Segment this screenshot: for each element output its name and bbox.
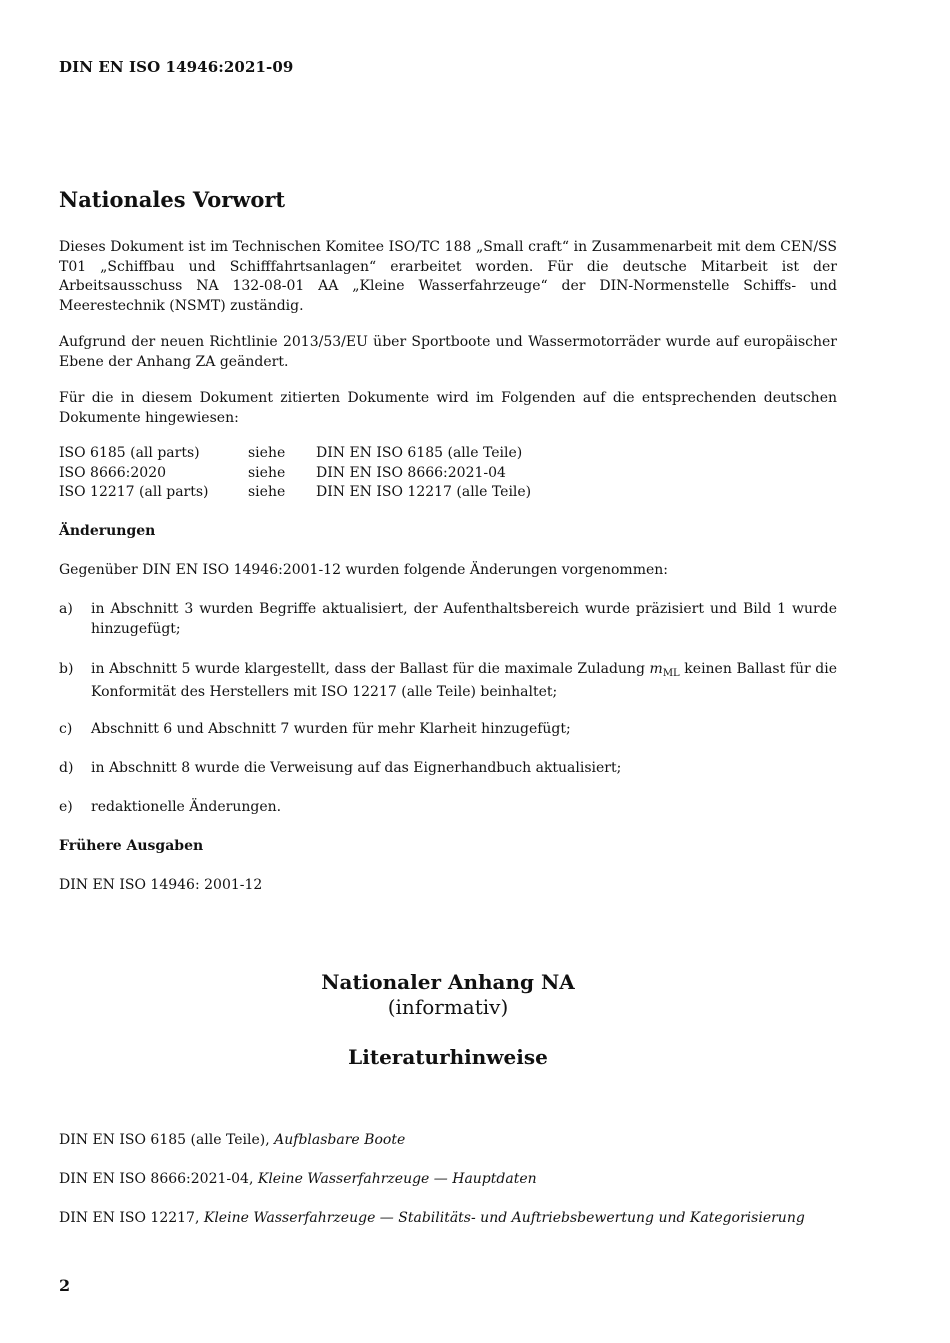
list-label: d) (59, 760, 74, 776)
subheading-aenderungen: Änderungen (59, 523, 156, 539)
list-text (91, 658, 837, 704)
bibliography-ref: DIN EN ISO 12217, (59, 1210, 200, 1226)
din-reference: DIN EN ISO 6185 (alle Teile) (316, 445, 523, 461)
bibliography-title-text: Kleine Wasserfahrzeuge — Hauptdaten (257, 1171, 537, 1187)
document-header: DIN EN ISO 14946:2021-09 (59, 58, 294, 76)
vorwort-paragraph-2: Aufgrund der neuen Richtlinie 2013/53/EU über Sportboote und Wassermotorräder wurde auf europäischer Ebene der Anhang ZA geändert. (59, 334, 837, 370)
iso-reference: ISO 8666:2020 (59, 464, 167, 481)
mass-symbol: m (649, 661, 663, 677)
iso-reference: ISO 12217 (all parts) (59, 484, 209, 501)
din-reference: DIN EN ISO 8666:2021-04 (316, 464, 506, 481)
reference-row (59, 464, 531, 484)
list-text: redaktionelle Änderungen. (91, 799, 282, 815)
list-text: in Abschnitt 8 wurde die Verweisung auf das Eignerhandbuch aktualisiert; (91, 760, 622, 776)
bibliography-entry (59, 1209, 837, 1229)
annex-heading (59, 970, 837, 1020)
mass-symbol-subscript: ML (662, 668, 680, 679)
list-item (59, 759, 837, 779)
list-item (59, 658, 837, 704)
section-title-vorwort: Nationales Vorwort (59, 187, 286, 212)
reference-table (59, 444, 531, 503)
bibliography-entry (59, 1131, 837, 1151)
list-label: b) (59, 661, 74, 677)
subheading-fruehere-ausgaben: Frühere Ausgaben (59, 838, 204, 854)
list-label: c) (59, 721, 73, 737)
bibliography-ref: DIN EN ISO 8666:2021-04, (59, 1171, 254, 1187)
list-text-before: in Abschnitt 5 wurde klargestellt, dass der Ballast für die maximale Zuladung (91, 661, 645, 677)
bibliography-title: Literaturhinweise (348, 1045, 548, 1069)
bibliography-title-text: Aufblasbare Boote (274, 1132, 406, 1148)
list-text-after: keinen Ballast für die Konformität des Herstellers mit ISO 12217 (alle Teile) beinhaltet; (91, 661, 837, 700)
list-item (59, 798, 837, 818)
iso-reference: ISO 6185 (all parts) (59, 445, 200, 461)
list-item (59, 720, 837, 740)
list-item (59, 600, 837, 639)
reference-row (59, 483, 531, 503)
previous-edition: DIN EN ISO 14946: 2001-12 (59, 877, 263, 893)
see-label: siehe (248, 484, 286, 501)
list-label: a) (59, 601, 73, 617)
vorwort-paragraph-3: Für die in diesem Dokument zitierten Dokumente wird im Folgenden auf die entsprechenden deutschen Dokumente hingewiesen: (59, 390, 837, 426)
annex-title: Nationaler Anhang NA (321, 970, 575, 994)
bibliography-entry (59, 1170, 837, 1190)
list-text: Abschnitt 6 und Abschnitt 7 wurden für mehr Klarheit hinzugefügt; (91, 721, 571, 737)
vorwort-paragraph-1: Dieses Dokument ist im Technischen Komitee ISO/TC 188 „Small craft“ in Zusammenarbeit mit dem CEN/SS T01 „Schiffbau und Schifffahrtsanlagen“ erarbeitet worden. Für die deutsche Mitarbeit ist der Arbeitsausschuss NA 132-08-01 AA „Kleine Wasserfahrzeuge“ der DIN-Normenstelle Schiffs- und Meerestechnik (NSMT) zuständig. (59, 239, 837, 314)
bibliography-title-text: Kleine Wasserfahrzeuge — Stabilitäts- und Auftriebsbewertung und Kategorisierung (203, 1210, 805, 1226)
page-number: 2 (59, 1276, 71, 1295)
list-text: in Abschnitt 3 wurden Begriffe aktualisiert, der Aufenthaltsbereich wurde präzisiert und Bild 1 wurde hinzugefügt; (91, 601, 837, 637)
din-reference: DIN EN ISO 12217 (alle Teile) (316, 484, 532, 501)
see-label: siehe (248, 445, 286, 461)
annex-subtitle: (informativ) (387, 995, 509, 1019)
see-label: siehe (248, 464, 286, 481)
bibliography-ref: DIN EN ISO 6185 (alle Teile), (59, 1132, 270, 1148)
aenderungen-intro: Gegenüber DIN EN ISO 14946:2001-12 wurden folgende Änderungen vorgenommen: (59, 562, 668, 578)
list-label: e) (59, 799, 73, 815)
reference-row (59, 444, 531, 464)
